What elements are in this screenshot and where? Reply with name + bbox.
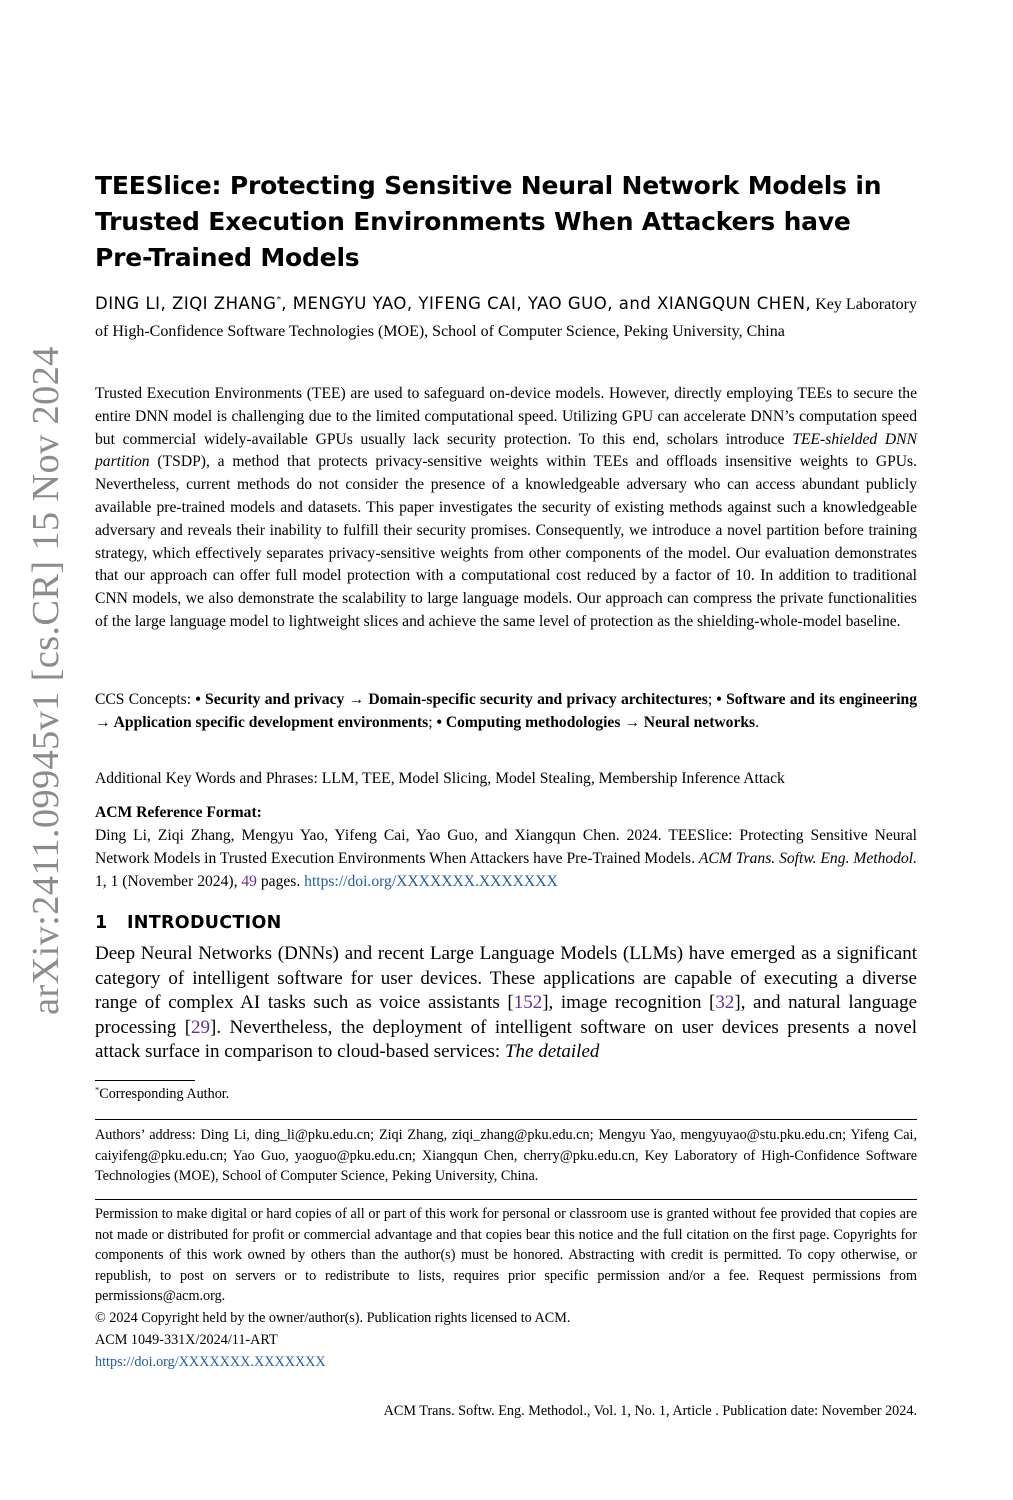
paper-title: TEESlice: Protecting Sensitive Neural Network Models in Trusted Execution Environments When Attackers have Pre-Trained Models	[95, 171, 882, 272]
ccs-concept: • Software and its engineering → Application specific development environments	[95, 691, 918, 731]
ccs-concept: • Security and privacy → Domain-specific security and privacy architectures	[195, 691, 708, 708]
issn-line: ACM 1049-331X/2024/11-ART	[95, 1332, 278, 1348]
doi-line	[95, 1352, 917, 1373]
section-number: 1	[95, 913, 108, 933]
author-names-rest: , MENGYU YAO, YIFENG CAI, YAO GUO, and XIANGQUN CHEN,	[281, 294, 812, 313]
author-affiliation: Key Laboratory of High-Confidence Software Technologies (MOE), School of Computer Science, Peking University, China	[95, 296, 917, 340]
authors-address: Authors’ address: Ding Li, ding_li@pku.edu.cn; Ziqi Zhang, ziqi_zhang@pku.edu.cn; Mengyu Yao, mengyuyao@stu.pku.edu.cn; Yifeng Cai, caiyifeng@pku.edu.cn; Yao Guo, yaoguo@pku.edu.cn; Xiangqun Chen, cherry@pku.edu.cn, Key Laboratory of High-Confidence Software Technologies (MOE), School of Computer Science, Peking University, China.	[95, 1127, 917, 1184]
acm-reference-details: 1, 1 (November 2024),	[95, 872, 242, 890]
footnote-divider	[95, 1080, 195, 1081]
keywords: Additional Key Words and Phrases: LLM, TEE, Model Slicing, Model Stealing, Membership Inference Attack	[95, 770, 785, 787]
author-block	[95, 290, 917, 345]
acm-reference-journal: ACM Trans. Softw. Eng. Methodol.	[698, 849, 917, 867]
footnote-text: Corresponding Author.	[99, 1086, 230, 1102]
intro-text: ]. Nevertheless, the deployment of intelligent software on user devices presents a novel attack surface in comparison to cloud-based services:	[95, 1016, 917, 1063]
address-divider	[95, 1119, 917, 1120]
arxiv-identifier-stamp: arXiv:2411.09945v1 [cs.CR] 15 Nov 2024	[25, 346, 67, 1015]
corresponding-author-mark: *	[276, 294, 282, 306]
intro-text: Deep Neural Networks (DNNs) and recent Large Language Models (LLMs) have emerged as a significant category of intelligent software for user devices. These applications are capable of executing a diverse range of complex AI tasks such as voice assistants [	[95, 943, 917, 1014]
ccs-separator: ;	[428, 713, 437, 731]
acm-reference-text: Ding Li, Ziqi Zhang, Mengyu Yao, Yifeng Cai, Yao Guo, and Xiangqun Chen. 2024. TEESlice: Protecting Sensitive Neural Network Models in Trusted Execution Environments When Attackers have Pre-Trained Models.	[95, 827, 917, 867]
intro-text: ], image recognition [	[542, 992, 716, 1014]
acm-reference-pages-suffix: pages.	[256, 872, 305, 890]
ccs-separator: ;	[707, 691, 717, 708]
copyright-notice: © 2024 Copyright held by the owner/author(s). Publication rights licensed to ACM.	[95, 1310, 571, 1326]
permission-notice: Permission to make digital or hard copies of all or part of this work for personal or classroom use is granted without fee provided that copies are not made or distributed for profit or commercial advantage and that copies bear this notice and the full citation on the first page. Copyrights for components of this work owned by others than the author(s) must be honored. Abstracting with credit is permitted. To copy otherwise, or republish, to post on servers or to redistribute to lists, requires prior specific permission and/or a fee. Request permissions from permissions@acm.org.	[95, 1206, 917, 1304]
acm-reference	[95, 825, 917, 893]
citation-link[interactable]: 152	[513, 992, 543, 1014]
ccs-concepts	[95, 689, 917, 735]
intro-text: ], and natural language processing [	[95, 992, 918, 1038]
section-heading	[95, 913, 282, 933]
footnote-mark: *	[95, 1084, 100, 1095]
permission-divider	[95, 1199, 917, 1200]
abstract-text-rest: (TSDP), a method that protects privacy-sensitive weights within TEEs and offloads insensitive weights to GPUs. Nevertheless, current methods do not consider the presence of a knowledgeable adversary who can access abundant publicly available pre-trained models and datasets. This paper investigates the security of existing methods against such a knowledgeable adversary and reveals their inability to fulfill their security promises. Consequently, we introduce a novel partition before training strategy, which effectively separates privacy-sensitive weights from other components of the model. Our evaluation demonstrates that our approach can offer full model protection with a computational cost reduced by a factor of 10. In addition to traditional CNN models, we also demonstrate the scalability to large language models. Our approach can compress the private functionalities of the large language model to lightweight slices and achieve the same level of protection as the shielding-whole-model baseline.	[95, 453, 917, 630]
abstract-emphasis: TEE-shielded DNN partition	[95, 430, 917, 471]
doi-link[interactable]: https://doi.org/XXXXXXX.XXXXXXX	[304, 872, 558, 890]
page-count-link[interactable]: 49	[241, 872, 257, 890]
abstract	[95, 383, 917, 634]
ccs-label: CCS Concepts:	[95, 691, 196, 708]
abstract-text: Trusted Execution Environments (TEE) are used to safeguard on-device models. However, directly employing TEEs to secure the entire DNN model is challenging due to the limited computational speed. Utilizing GPU can accelerate DNN’s computation speed but commercial widely-available GPUs usually lack security protection. To this end, scholars introduce	[95, 385, 917, 448]
author-names: DING LI, ZIQI ZHANG	[95, 294, 277, 313]
acm-reference-heading: ACM Reference Format:	[95, 804, 262, 821]
introduction-paragraph	[95, 942, 917, 1065]
citation-link[interactable]: 29	[191, 1016, 211, 1038]
footnote	[95, 1084, 917, 1105]
ccs-concept: • Computing methodologies → Neural networks	[436, 713, 756, 731]
running-footer: ACM Trans. Softw. Eng. Methodol., Vol. 1, No. 1, Article . Publication date: November 2024.	[383, 1403, 917, 1419]
citation-link[interactable]: 32	[715, 992, 735, 1014]
intro-emphasis: The detailed	[504, 1041, 600, 1063]
ccs-end: .	[755, 713, 760, 731]
doi-link[interactable]: https://doi.org/XXXXXXX.XXXXXXX	[95, 1354, 326, 1370]
section-title: INTRODUCTION	[127, 913, 282, 933]
